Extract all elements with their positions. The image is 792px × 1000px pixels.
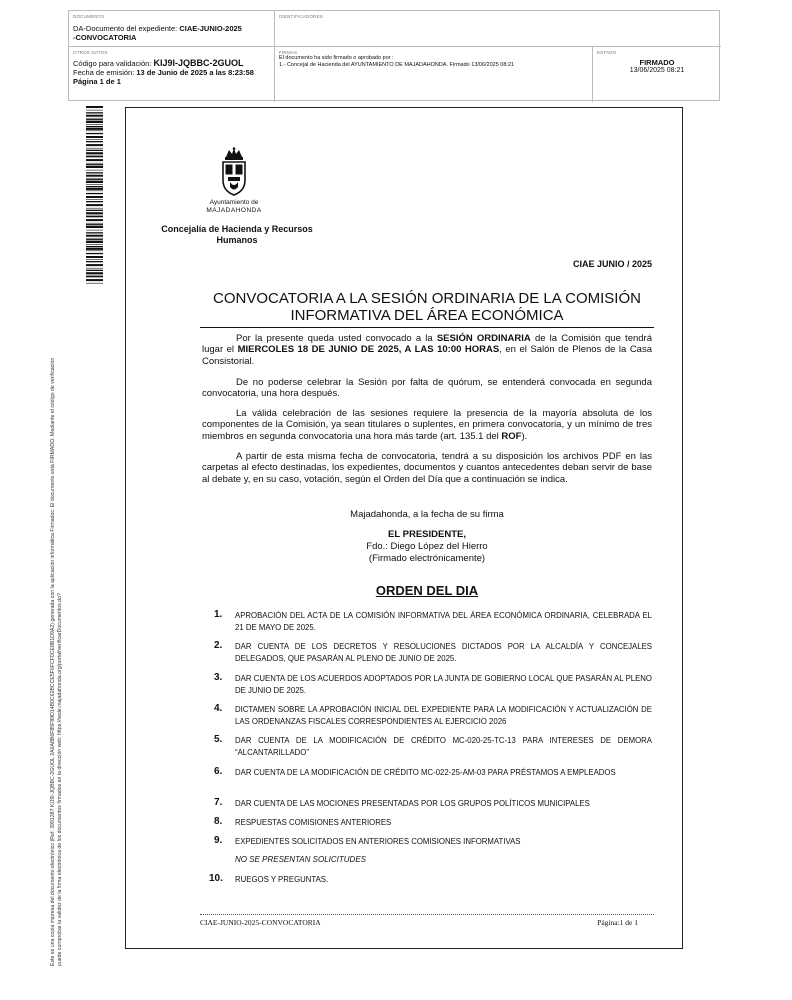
doc-label: DOCUMENTO: [73, 14, 105, 19]
page-count: Página 1 de 1: [73, 77, 121, 86]
doc-cell: [69, 11, 275, 47]
signer-note: (Firmado electrónicamente): [368, 553, 486, 564]
agenda-item-text: DAR CUENTA DE LOS ACUERDOS ADOPTADOS POR LA JUNTA DE GOBIERNO LOCAL QUE PASARÁN AL PLENO DE JUNIO DE 2025.: [235, 674, 652, 695]
footer-document-id: CIAE-JUNIO-2025-CONVOCATORIA: [200, 918, 321, 927]
status-badge: FIRMADO: [639, 58, 675, 67]
doc-info: [73, 24, 270, 42]
agenda-item-number: 5.: [214, 734, 223, 745]
footer-divider: [200, 914, 654, 915]
agenda-item-text: APROBACIÓN DEL ACTA DE LA COMISIÓN INFORMATIVA DEL ÁREA ECONÓMICA ORDINARIA, CELEBRADA EL 21 DE MAYO DE 2025.: [235, 611, 652, 632]
agenda-title-text: ORDEN DEL DIA: [375, 583, 479, 598]
doc-expediente: CIAE-JUNIO-2025: [179, 24, 242, 33]
agenda-item-number: 4.: [214, 703, 223, 714]
p3-c: ).: [521, 430, 528, 442]
agenda-item-text: RUEGOS Y PREGUNTAS.: [235, 875, 329, 884]
agenda-item: [214, 798, 652, 810]
firmas-label: FIRMAS: [279, 50, 298, 55]
agenda-item-note: NO SE PRESENTAN SOLICITUDES: [235, 855, 366, 864]
agenda-item: [214, 817, 652, 829]
identificadores-cell: [275, 11, 721, 47]
estado-label: ESTADO: [597, 50, 617, 55]
side-text-line2: puede comprobar la validez de la firma electrónica de los documentos firmados en la dirección web: https://sede.majadahonda.org/portal/verificarDocumentos.do?: [56, 593, 63, 966]
p1-session-type: SESIÓN ORDINARIA: [436, 333, 531, 344]
agenda-item: [214, 610, 652, 634]
agenda-item-text: DAR CUENTA DE LAS MOCIONES PRESENTADAS POR LOS GRUPOS POLÍTICOS MUNICIPALES: [235, 799, 590, 808]
agenda-item-text: DAR CUENTA DE LA MODIFICACIÓN DE CRÉDITO MC-022-25-AM-03 PARA PRÉSTAMOS A EMPLEADOS: [235, 768, 616, 777]
document-reference: CIAE JUNIO / 2025: [572, 259, 652, 269]
agenda-item: [214, 735, 652, 759]
p1-session-date: MIERCOLES 18 DE JUNIO DE 2025, A LAS 10:00 HORAS: [237, 344, 500, 356]
agenda-item-number: 7.: [214, 797, 223, 808]
signer-title: EL PRESIDENTE,: [388, 529, 466, 540]
document-header: [68, 10, 720, 101]
otros-label: OTROS DATOS: [73, 50, 108, 55]
logo-text: [196, 199, 272, 214]
agenda-item-text: DAR CUENTA DE LA MODIFICACIÓN DE CRÉDITO MC-020-25-TC-13 PARA INTERESES DE DEMORA “ALCANTARILLADO”: [235, 736, 652, 757]
p1-c: de la Comisión que tendrá lugar el: [202, 333, 652, 356]
agenda-item-number: 1.: [214, 609, 223, 620]
agenda-item: [209, 873, 652, 886]
place-date: Majadahonda, a la fecha de su firma: [350, 509, 504, 520]
identificadores-label: IDENTIFICADORES: [279, 14, 324, 19]
agenda-title: [202, 583, 652, 598]
paragraph-quorum: De no poderse celebrar la Sesión por falta de quórum, se entenderá convocada en segunda convocatoria, una hora después.: [202, 377, 652, 400]
estado-cell: [593, 47, 721, 102]
agenda-item: [214, 836, 652, 848]
fecha-prefix: Fecha de emisión:: [73, 68, 137, 77]
validation-code: KIJ9I-JQBBC-2GUOL: [153, 58, 244, 68]
department-name: Concejalía de Hacienda y Recursos Humanos: [161, 224, 313, 245]
paragraph-convocation: [202, 333, 652, 367]
emission-date: 13 de Junio de 2025 a las 8:23:58: [136, 68, 254, 77]
doc-line2: -CONVOCATORIA: [73, 33, 137, 42]
p1-a: Por la presente queda usted convocado a la: [236, 333, 437, 344]
side-text-line1: Este es una copia impresa del documento electrónico (Ref: 3991287 KIJ9I-JQBBC-2GUOL 2A6A8B6F85F89D14B0C62BCCE5F6FCF0CE8B1D9A2) generada con la aplicación informática Firmadoc. El documento está FIRMADO. Mediante el código de verificación: [50, 357, 56, 966]
logo-text-line1: Ayuntamiento de: [209, 199, 259, 206]
logo-text-line2: MAJADAHONDA: [206, 206, 262, 214]
doc-line1: DA-Documento del expediente:: [73, 24, 180, 33]
firmas-line2: 1.- Concejal de Hacienda del AYUNTAMIENTO DE MAJADAHONDA. Firmado 13/06/2025 08:21: [279, 62, 515, 68]
agenda-item: [214, 641, 652, 665]
agenda-item-text: DICTAMEN SOBRE LA APROBACIÓN INICIAL DEL EXPEDIENTE PARA LA MODIFICACIÓN Y ACTUALIZACIÓN DE LAS ORDENANZAS FISCALES CORRESPONDIENTES AL EJERCICIO 2026: [235, 705, 652, 726]
paragraph-documents: A partir de esta misma fecha de convocatoria, tendrá a su disposición los archivos PDF en las carpetas al efecto destinadas, los expedientes, documentos y cuantos antecedentes deban servir de base al debate y, en su caso, votación, según el Orden del Día que a continuación se indica.: [202, 451, 652, 485]
coat-of-arms-icon: [216, 147, 252, 199]
barcode-icon: [86, 106, 103, 284]
agenda-item-number: 2.: [214, 640, 223, 651]
otros-datos-cell: [69, 47, 275, 102]
verification-side-text: [50, 286, 63, 966]
agenda-item-number: 10.: [209, 873, 223, 884]
agenda-item-number: 8.: [214, 816, 223, 827]
agenda-item-text: EXPEDIENTES SOLICITADOS EN ANTERIORES COMISIONES INFORMATIVAS: [235, 837, 521, 846]
agenda-item-text: RESPUESTAS COMISIONES ANTERIORES: [235, 818, 392, 827]
agenda-item-number: 9.: [214, 835, 223, 846]
agenda-item: [214, 673, 652, 697]
page-title: CONVOCATORIA A LA SESIÓN ORDINARIA DE LA COMISIÓN INFORMATIVA DEL ÁREA ECONÓMICA: [200, 290, 654, 328]
status-date: 13/06/2025 08:21: [629, 67, 685, 74]
agenda-item-number: 6.: [214, 766, 223, 777]
agenda-item: [214, 767, 652, 779]
footer-page-number: Página:1 de 1: [597, 918, 638, 927]
paragraph-validity: [202, 408, 652, 442]
firmas-line1: El documento ha sido firmado o aprobado por :: [279, 55, 394, 61]
validation-info: [73, 59, 270, 86]
p3-rof: ROF: [501, 430, 522, 442]
agenda-item-text: DAR CUENTA DE LOS DECRETOS Y RESOLUCIONES DICTADOS POR LA ALCALDÍA Y CONCEJALES DELEGADOS, QUE PASARÁN AL PLENO DE JUNIO DE 2025.: [235, 642, 652, 663]
agenda-item: [214, 704, 652, 728]
codigo-prefix: Código para validación:: [73, 59, 154, 68]
agenda-item-number: 3.: [214, 672, 223, 683]
firmas-cell: [275, 47, 593, 102]
p3-a: La válida celebración de las sesiones requiere la presencia de la mayoría absoluta de los componentes de la Comisión, ya sean titulares o suplentes, en primera convocatoria, y un mínimo de tres miembros en segunda convocatoria una hora más tarde (art. 135.1 del: [202, 408, 652, 442]
signer-name: Fdo.: Diego López del Hierro: [366, 541, 488, 552]
p1-e: , en el Salón de Plenos de la Casa Consistorial.: [202, 344, 652, 367]
